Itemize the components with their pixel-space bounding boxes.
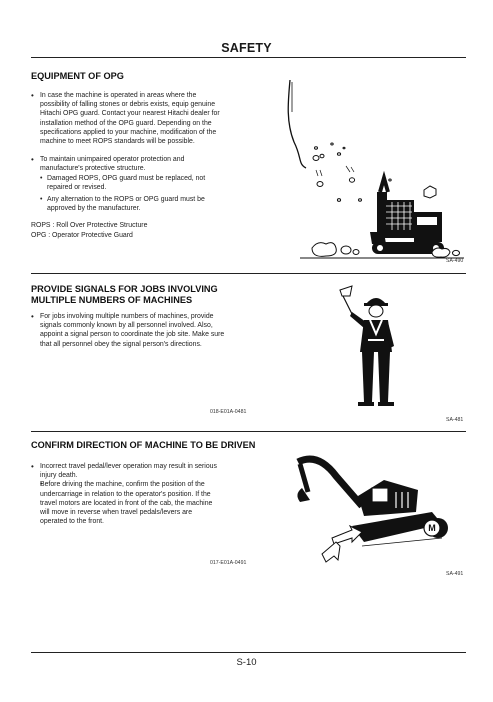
sub-list-item: • Damaged ROPS, OPG guard must be replaced, not repaired or revised. [31,174,259,192]
figure-code: SA-491 [446,571,464,577]
motor-mark-icon [422,518,442,538]
section-body-direction [31,462,259,526]
page-number: S-10 [236,657,257,668]
document-code: 017-E01A-0491 [210,560,247,566]
page-title: SAFETY [221,41,272,55]
sub-list-item: • Any alternation to the ROPS or OPG guard must be approved by the manufacturer. [31,195,259,213]
list-item: • Incorrect travel pedal/lever operation may result in serious injury death. [31,462,259,480]
section-rule [31,431,466,432]
section-heading-signals: PROVIDE SIGNALS FOR JOBS INVOLVING MULTIPLE NUMBERS OF MACHINES [31,284,218,305]
section-body-opg [31,91,259,240]
footer-rule [31,652,466,653]
section-rule [31,273,466,274]
signal-person-figure [330,284,410,412]
section-heading-opg: EQUIPMENT OF OPG [31,71,124,81]
sub-list-item: • Before driving the machine, confirm the position of the undercarriage in relation to the operator's position. If the travel motors are located in front of the cab, the machine will move in reverse when travel pedals/levers are operated to the front. [31,480,259,526]
figure-code: SA-490 [446,258,464,264]
section-body-signals [31,312,259,349]
excavator-opg-figure [272,72,467,262]
definitions: ROPS : Roll Over Protective Structure OPG : Operator Protective Guard [31,222,148,239]
list-item: • In case the machine is operated in areas where the possibility of falling stones or debris exists, equip genuine Hitachi OPG guard. Contact your nearest Hitachi dealer for installation method of the OPG guard. Depending on the specifications applied to your machine, modification of the machine to meet ROPS standards will be possible. [31,91,259,146]
section-heading-direction: CONFIRM DIRECTION OF MACHINE TO BE DRIVEN [31,440,256,450]
header-rule [31,57,466,58]
svg-text:M: M [428,523,436,533]
list-item: • To maintain unimpaired operator protection and manufacture's protective structure. [31,155,259,173]
excavator-direction-figure [292,452,452,564]
figure-code: SA-481 [446,417,464,423]
list-item: • For jobs involving multiple numbers of machines, provide signals commonly known by all personnel involved. Also, appoint a signal person to coordinate the job site. Make sure that all personnel obey the signal person's directions. [31,312,259,349]
document-code: 018-E01A-0481 [210,409,247,415]
